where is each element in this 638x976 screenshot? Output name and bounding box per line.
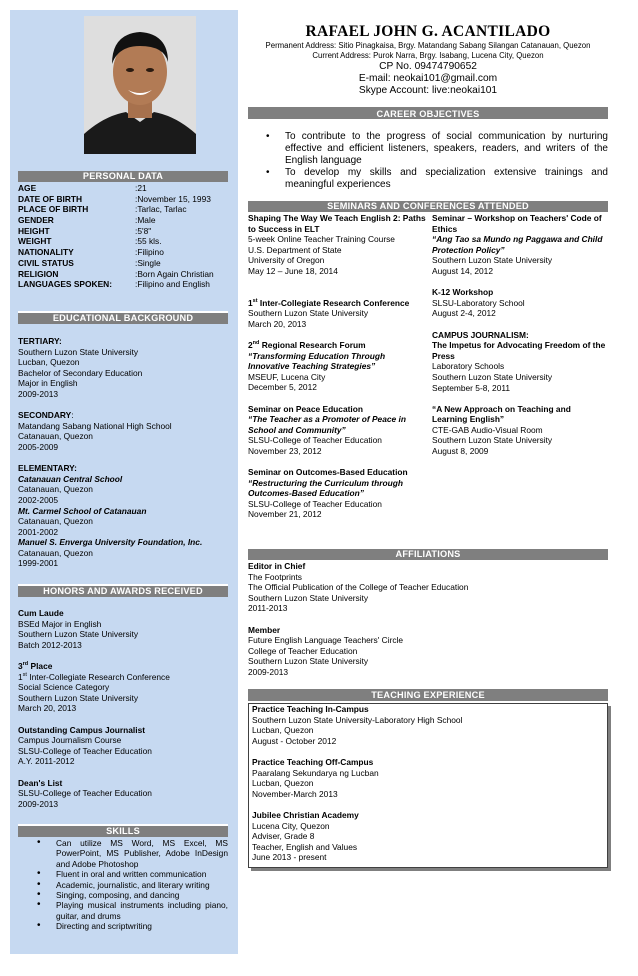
elementary-location-3: Catanauan, Quezon — [18, 547, 93, 558]
personal-value: :Born Again Christian — [135, 268, 214, 279]
personal-key: NATIONALITY — [18, 247, 74, 258]
secondary-colon: : — [71, 410, 74, 421]
tertiary-location: Lucban, Quezon — [18, 357, 80, 368]
teaching-line: August - October 2012 — [252, 735, 337, 746]
seminar-title: K-12 Workshop — [432, 287, 494, 298]
skill-item: • Singing, composing, and dancing — [56, 890, 228, 900]
honor-line-sup: st — [22, 671, 27, 678]
seminar-title-text: Regional Research Forum — [259, 339, 366, 350]
seminar-line: SLSU-College of Teacher Education — [248, 498, 382, 509]
elementary-school-2: Mt. Carmel School of Catanauan — [18, 505, 147, 516]
seminar-title: Seminar on Peace Education — [248, 403, 363, 414]
skills-list — [56, 838, 228, 932]
seminar-title: “A New Approach on Teaching and Learning English” — [432, 403, 571, 425]
honor-line: Batch 2012-2013 — [18, 639, 82, 650]
personal-key: HEIGHT — [18, 225, 50, 236]
seminars-left-column — [248, 213, 428, 520]
skill-item: • Playing musical instruments including piano, guitar, and drums — [56, 900, 228, 921]
honor-line: Southern Luzon State University — [18, 629, 139, 640]
personal-row — [18, 226, 236, 237]
secondary-label-line — [18, 410, 236, 421]
affiliation-line: The Footprints — [248, 571, 302, 582]
honor-line: Social Science Category — [18, 682, 110, 693]
honor-line-num: 1 — [18, 671, 23, 682]
affiliations-heading: AFFILIATIONS — [248, 549, 608, 560]
personal-key: WEIGHT — [18, 236, 52, 247]
seminar-title: CAMPUS JOURNALISM: — [432, 329, 529, 340]
honor-title — [18, 661, 236, 672]
affiliation-line: 2009-2013 — [248, 666, 289, 677]
career-objective: • To develop my skills and specialization extensive trainings and meaningful experiences — [285, 167, 608, 191]
personal-value: :5'8" — [135, 225, 152, 236]
seminar-line: December 5, 2012 — [248, 382, 317, 393]
affiliation-line: The Official Publication of the College of Teacher Education — [248, 582, 469, 593]
affiliation-line: Future English Language Teachers' Circle — [248, 635, 404, 646]
honor-line: 2009-2013 — [18, 798, 59, 809]
secondary-label: SECONDARY — [18, 410, 72, 421]
personal-value: :Male — [135, 215, 156, 226]
seminar-line: August 14, 2012 — [432, 265, 494, 276]
personal-row — [18, 236, 236, 247]
honor-line: SLSU-College of Teacher Education — [18, 745, 152, 756]
seminar-line: Southern Luzon State University — [248, 308, 369, 319]
seminar-line: May 12 – June 18, 2014 — [248, 265, 338, 276]
affiliation-title: Editor in Chief — [248, 561, 306, 571]
personal-value: :Filipino — [135, 247, 164, 258]
affiliation-line: 2011-2013 — [248, 603, 288, 614]
seminar-title-sup: st — [252, 297, 258, 304]
seminar-title-sup: nd — [252, 340, 260, 347]
teaching-line: Southern Luzon State University-Laboratory High School — [252, 714, 463, 725]
seminar-theme: “The Teacher as a Promoter of Peace in School and Community” — [248, 414, 406, 435]
teaching-section — [252, 704, 604, 863]
personal-key: GENDER — [18, 215, 54, 226]
honors-heading: HONORS AND AWARDS RECEIVED — [18, 584, 228, 597]
affiliation-line: College of Teacher Education — [248, 645, 358, 656]
seminar-line: November 21, 2012 — [248, 509, 322, 520]
personal-key: DATE OF BIRTH — [18, 193, 83, 204]
teaching-line: Paaralang Sekundarya ng Lucban — [252, 767, 379, 778]
affiliation-title: Member — [248, 624, 281, 635]
resume-header — [248, 22, 608, 97]
seminar-line: November 23, 2012 — [248, 445, 322, 456]
teaching-title: Jubilee Christian Academy — [252, 809, 359, 820]
honor-line-text: Inter-Collegiate Research Conference — [26, 671, 170, 682]
honor-title-text: Place — [28, 660, 53, 671]
personal-value: :55 kls. — [135, 236, 162, 247]
teaching-line: June 2013 - present — [252, 852, 327, 863]
career-objective: • To contribute to the progress of social communication by nurturing effective and efficient listeners, speakers, readers, and writers of the English language — [285, 131, 608, 167]
current-address: Current Address: Purok Narra, Brgy. Isabang, Lucena City, Quezon — [312, 51, 544, 60]
seminar-title-text: Inter-Collegiate Research Conference — [257, 297, 410, 308]
education-heading: EDUCATIONAL BACKGROUND — [18, 311, 228, 324]
permanent-address: Permanent Address: Sitio Pinagkaisa, Brgy. Matandang Sabang Silangan Catanauan, Quezon — [265, 41, 591, 50]
honor-title-num: 3 — [18, 660, 23, 671]
seminar-line: MSEUF, Lucena City — [248, 371, 326, 382]
seminar-title-num: 2 — [248, 339, 253, 350]
honor-title: Outstanding Campus Journalist — [18, 724, 146, 735]
honor-line: March 20, 2013 — [18, 703, 77, 714]
personal-row — [18, 269, 236, 280]
tertiary-school: Southern Luzon State University — [18, 346, 139, 357]
honor-line — [18, 672, 236, 683]
personal-key: CIVIL STATUS — [18, 257, 74, 268]
teaching-line: November-March 2013 — [252, 788, 338, 799]
seminar-title — [248, 298, 428, 309]
skill-item: • Directing and scriptwriting — [56, 921, 228, 931]
seminar-line: August 8, 2009 — [432, 446, 489, 457]
seminar-line: Laboratory Schools — [432, 361, 505, 372]
elementary-label: ELEMENTARY: — [18, 463, 77, 474]
personal-data-table — [18, 183, 236, 290]
seminar-line: University of Oregon — [248, 255, 325, 266]
teaching-line: Lucban, Quezon — [252, 725, 314, 736]
seminar-title-num: 1 — [248, 297, 253, 308]
elementary-school-1: Catanauan Central School — [18, 473, 123, 484]
seminar-theme: “Transforming Education Through Innovative Teaching Strategies” — [248, 350, 386, 372]
seminar-line: Southern Luzon State University — [432, 371, 553, 382]
honor-line: SLSU-College of Teacher Education — [18, 788, 152, 799]
teaching-title: Practice Teaching In-Campus — [252, 704, 369, 714]
skill-item: • Academic, journalistic, and literary writing — [56, 880, 228, 890]
education-section — [18, 336, 236, 569]
seminar-title — [248, 340, 428, 351]
seminar-line: Southern Luzon State University — [432, 255, 553, 266]
skill-item: • Can utilize MS Word, MS Excel, MS PowerPoint, MS Publisher, Adobe InDesign and Adobe Photoshop — [56, 838, 228, 869]
honor-line: Campus Journalism Course — [18, 735, 122, 746]
elementary-location-1: Catanauan, Quezon — [18, 484, 93, 495]
seminar-line: March 20, 2013 — [248, 318, 307, 329]
affiliation-line: Southern Luzon State University — [248, 656, 369, 667]
seminar-title: Seminar on Outcomes-Based Education — [248, 467, 408, 478]
seminar-line: SLSU-Laboratory School — [432, 297, 525, 308]
teaching-line: Lucena City, Quezon — [252, 820, 330, 831]
secondary-location: Catanauan, Quezon — [18, 431, 93, 442]
personal-value: :Single — [135, 257, 161, 268]
seminar-line: U.S. Department of State — [248, 244, 342, 255]
personal-value: :November 15, 1993 — [135, 193, 211, 204]
honor-title: Cum Laude — [18, 608, 64, 618]
affiliations-section — [248, 561, 608, 678]
secondary-years: 2005-2009 — [18, 441, 59, 452]
teaching-title: Practice Teaching Off-Campus — [252, 756, 374, 767]
elementary-years-3: 1999-2001 — [18, 558, 59, 569]
personal-value: :Tarlac, Tarlac — [135, 204, 187, 215]
personal-data-heading: PERSONAL DATA — [18, 171, 228, 182]
career-objectives-list — [285, 131, 608, 191]
profile-photo-image — [84, 16, 196, 154]
personal-row — [18, 194, 236, 205]
elementary-school-3: Manuel S. Enverga University Foundation, Inc. — [18, 537, 203, 548]
personal-key: AGE — [18, 183, 37, 193]
honor-line: Southern Luzon State University — [18, 692, 139, 703]
personal-key: PLACE OF BIRTH — [18, 204, 89, 215]
phone-number: CP No. 09474790652 — [379, 61, 477, 72]
seminar-line: September 5-8, 2011 — [432, 382, 511, 393]
personal-value: :Filipino and English — [135, 279, 210, 290]
elementary-location-2: Catanauan, Quezon — [18, 516, 93, 527]
teaching-line: Lucban, Quezon — [252, 778, 314, 789]
secondary-school: Matandang Sabang National High School — [18, 420, 172, 431]
personal-row — [18, 279, 236, 290]
elementary-years-1: 2002-2005 — [18, 494, 59, 505]
seminar-line: 5-week Online Teacher Training Course — [248, 234, 395, 245]
tertiary-major: Major in English — [18, 378, 78, 389]
seminar-title: Seminar – Workshop on Teachers' Code of Ethics — [432, 213, 602, 234]
personal-key: LANGUAGES SPOKEN: — [18, 279, 112, 290]
seminar-theme: “Restructuring the Curriculum through Outcomes-Based Education” — [248, 477, 403, 499]
honor-title: Dean's List — [18, 777, 63, 788]
seminars-heading: SEMINARS AND CONFERENCES ATTENDED — [248, 201, 608, 212]
tertiary-label: TERTIARY: — [18, 336, 62, 346]
teaching-line: Adviser, Grade 8 — [252, 831, 315, 842]
affiliation-line: Southern Luzon State University — [248, 592, 369, 603]
seminar-line: CTE-GAB Audio-Visual Room — [432, 424, 543, 435]
personal-row — [18, 247, 236, 258]
tertiary-degree: Bachelor of Secondary Education — [18, 367, 143, 378]
personal-key: RELIGION — [18, 268, 59, 279]
teaching-heading: TEACHING EXPERIENCE — [248, 689, 608, 701]
seminar-line: SLSU-College of Teacher Education — [248, 435, 382, 446]
applicant-name: RAFAEL JOHN G. ACANTILADO — [305, 23, 551, 40]
seminar-line: Southern Luzon State University — [432, 435, 553, 446]
personal-value: :21 — [135, 183, 147, 193]
elementary-years-2: 2001-2002 — [18, 526, 59, 537]
seminars-right-column — [432, 213, 608, 457]
email-address: E-mail: neokai101@gmail.com — [358, 73, 498, 84]
skype-account: Skype Account: live:neokai101 — [358, 85, 498, 96]
personal-row — [18, 215, 236, 226]
honor-line: BSEd Major in English — [18, 618, 102, 629]
skills-heading: SKILLS — [18, 824, 228, 837]
seminar-theme: “Ang Tao sa Mundo ng Paggawa and Child Protection Policy” — [432, 234, 603, 255]
career-heading: CAREER OBJECTIVES — [248, 105, 608, 119]
tertiary-years: 2009-2013 — [18, 388, 59, 399]
personal-row — [18, 258, 236, 269]
honor-title-sup: rd — [22, 661, 29, 668]
profile-photo — [84, 16, 196, 154]
skill-item: • Fluent in oral and written communication — [56, 869, 228, 879]
teaching-line: Teacher, English and Values — [252, 841, 358, 852]
seminar-line: August 2-4, 2012 — [432, 308, 496, 319]
honor-line: A.Y. 2011-2012 — [18, 756, 75, 767]
seminar-title: Shaping The Way We Teach English 2: Paths to Success in ELT — [248, 213, 426, 234]
personal-row — [18, 183, 236, 194]
honors-section — [18, 608, 236, 809]
seminar-subtitle: The Impetus for Advocating Freedom of the Press — [432, 340, 606, 361]
personal-row — [18, 204, 236, 215]
